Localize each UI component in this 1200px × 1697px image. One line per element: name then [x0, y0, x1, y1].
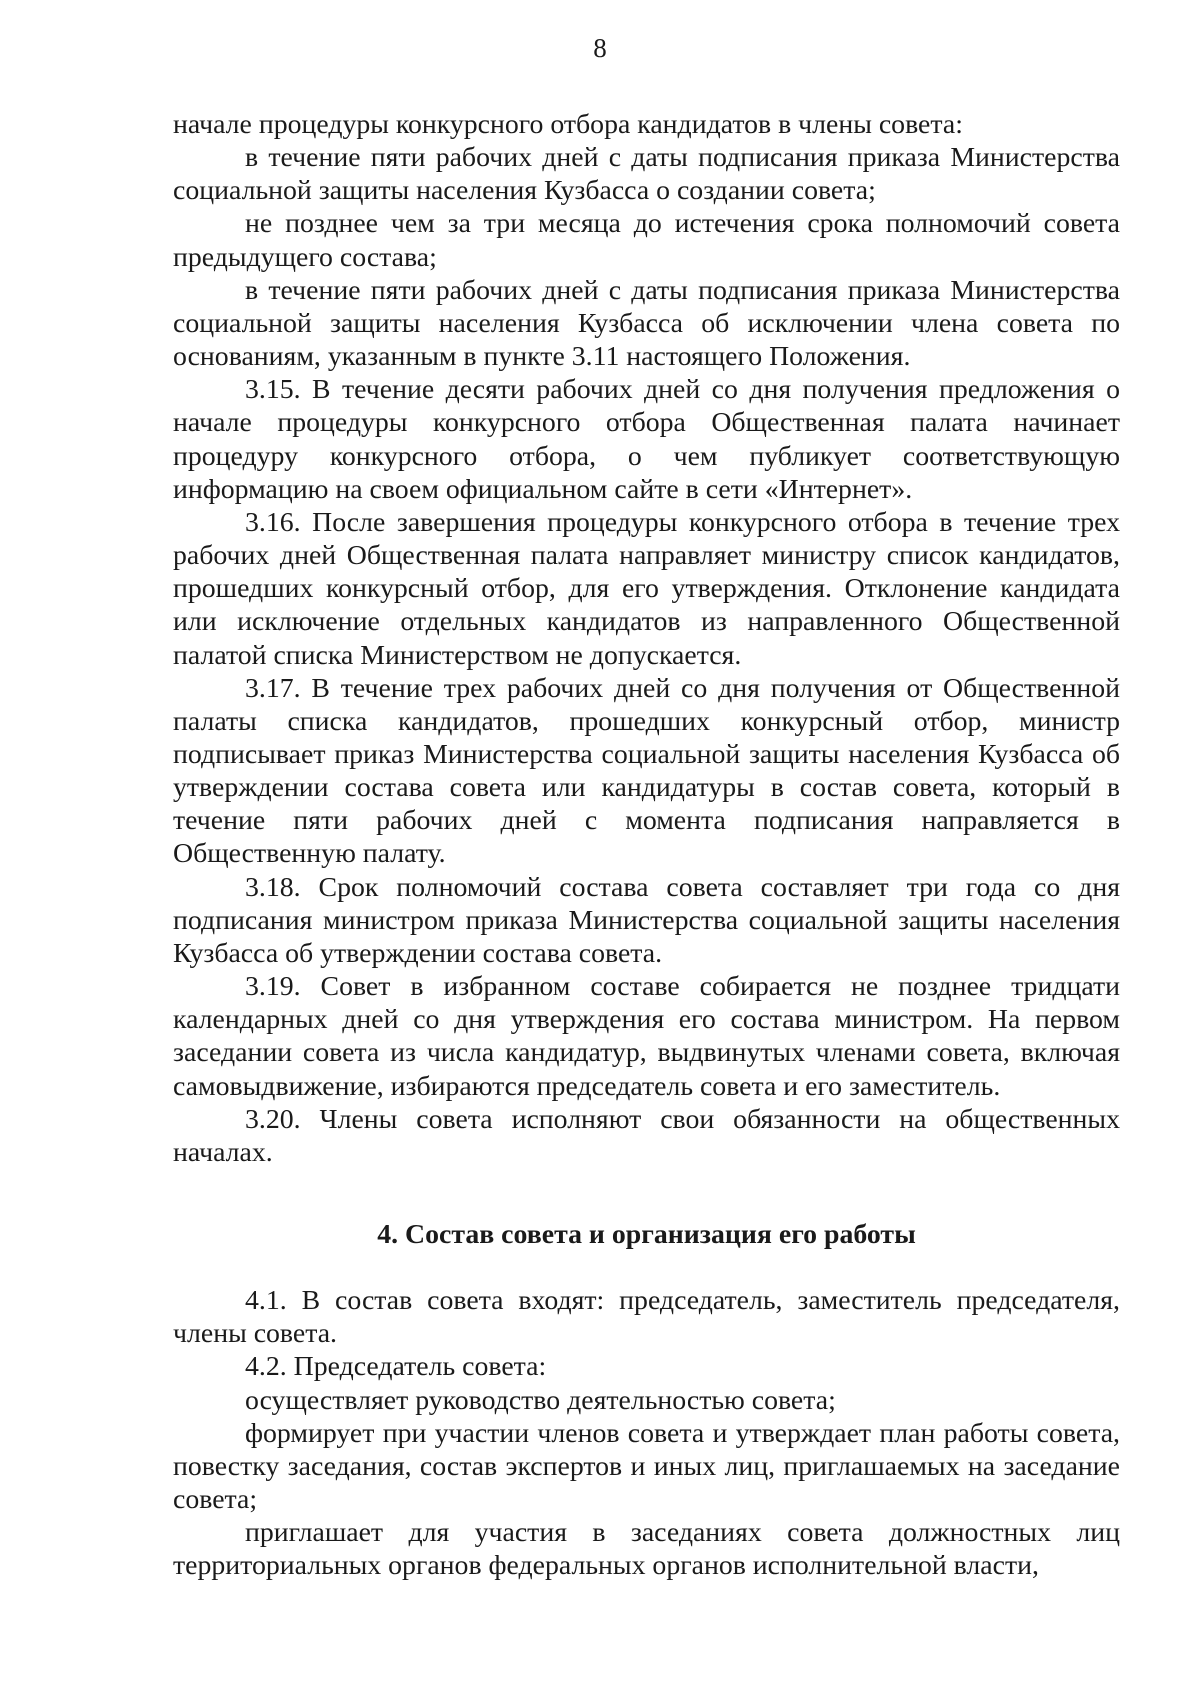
section-heading: 4. Состав совета и организация его работы: [377, 1219, 916, 1250]
paragraph: в течение пяти рабочих дней с даты подписания приказа Министерства социальной защиты населения Кузбасса о создании совета;: [173, 142, 1120, 207]
paragraph: 3.20. Члены совета исполняют свои обязанности на общественных началах.: [173, 1103, 1120, 1168]
paragraph: 3.16. После завершения процедуры конкурсного отбора в течение трех рабочих дней Общественная палата направляет министру список кандидатов, прошедших конкурсный отбор, для его утверждения. Отклонение кандидата или исключение отдельных кандидатов из направленного Общественной палатой списка Министерством не допускается.: [173, 506, 1120, 671]
spacer: [173, 1169, 1120, 1218]
paragraph: в течение пяти рабочих дней с даты подписания приказа Министерства социальной защиты населения Кузбасса об исключении члена совета по основаниям, указанным в пункте 3.11 настоящего Положения.: [173, 274, 1120, 373]
paragraph: 4.1. В состав совета входят: председатель, заместитель председателя, члены совета.: [173, 1285, 1120, 1350]
document-body: [173, 108, 1120, 1583]
page-number: 8: [593, 33, 607, 63]
paragraph: 3.17. В течение трех рабочих дней со дня получения от Общественной палаты списка кандидатов, прошедших конкурсный отбор, министр подписывает приказ Министерства социальной защиты населения Кузбасса об утверждении состава совета или кандидатуры в состав совета, который в течение пяти рабочих дней с момента подписания направляется в Общественную палату.: [173, 672, 1120, 870]
paragraph: 4.2. Председатель совета:: [245, 1351, 547, 1383]
paragraph: 3.18. Срок полномочий состава совета составляет три года со дня подписания министром приказа Министерства социальной защиты населения Кузбасса об утверждении состава совета.: [173, 871, 1120, 969]
paragraph: осуществляет руководство деятельностью совета;: [245, 1384, 836, 1416]
paragraphs-before-heading: [173, 108, 1120, 1169]
paragraph: начале процедуры конкурсного отбора кандидатов в члены совета:: [173, 109, 963, 140]
paragraph: 3.19. Совет в избранном составе собирается не позднее тридцати календарных дней со дня утверждения его состава министром. На первом заседании совета из числа кандидатур, выдвинутых членами совета, включая самовыдвижение, избираются председатель совета и его заместитель.: [173, 971, 1120, 1102]
paragraph: формирует при участии членов совета и утверждает план работы совета, повестку заседания, состав экспертов и иных лиц, приглашаемых на заседание совета;: [173, 1417, 1120, 1516]
paragraphs-after-heading: [173, 1284, 1120, 1582]
paragraph: не позднее чем за три месяца до истечения срока полномочий совета предыдущего состава;: [173, 208, 1120, 273]
paragraph: приглашает для участия в заседаниях совета должностных лиц территориальных органов федеральных органов исполнительной власти,: [173, 1517, 1120, 1582]
spacer: [173, 1251, 1120, 1284]
paragraph: 3.15. В течение десяти рабочих дней со дня получения предложения о начале процедуры конкурсного отбора Общественная палата начинает процедуру конкурсного отбора, о чем публикует соответствующую информацию на своем официальном сайте в сети «Интернет».: [173, 374, 1120, 505]
